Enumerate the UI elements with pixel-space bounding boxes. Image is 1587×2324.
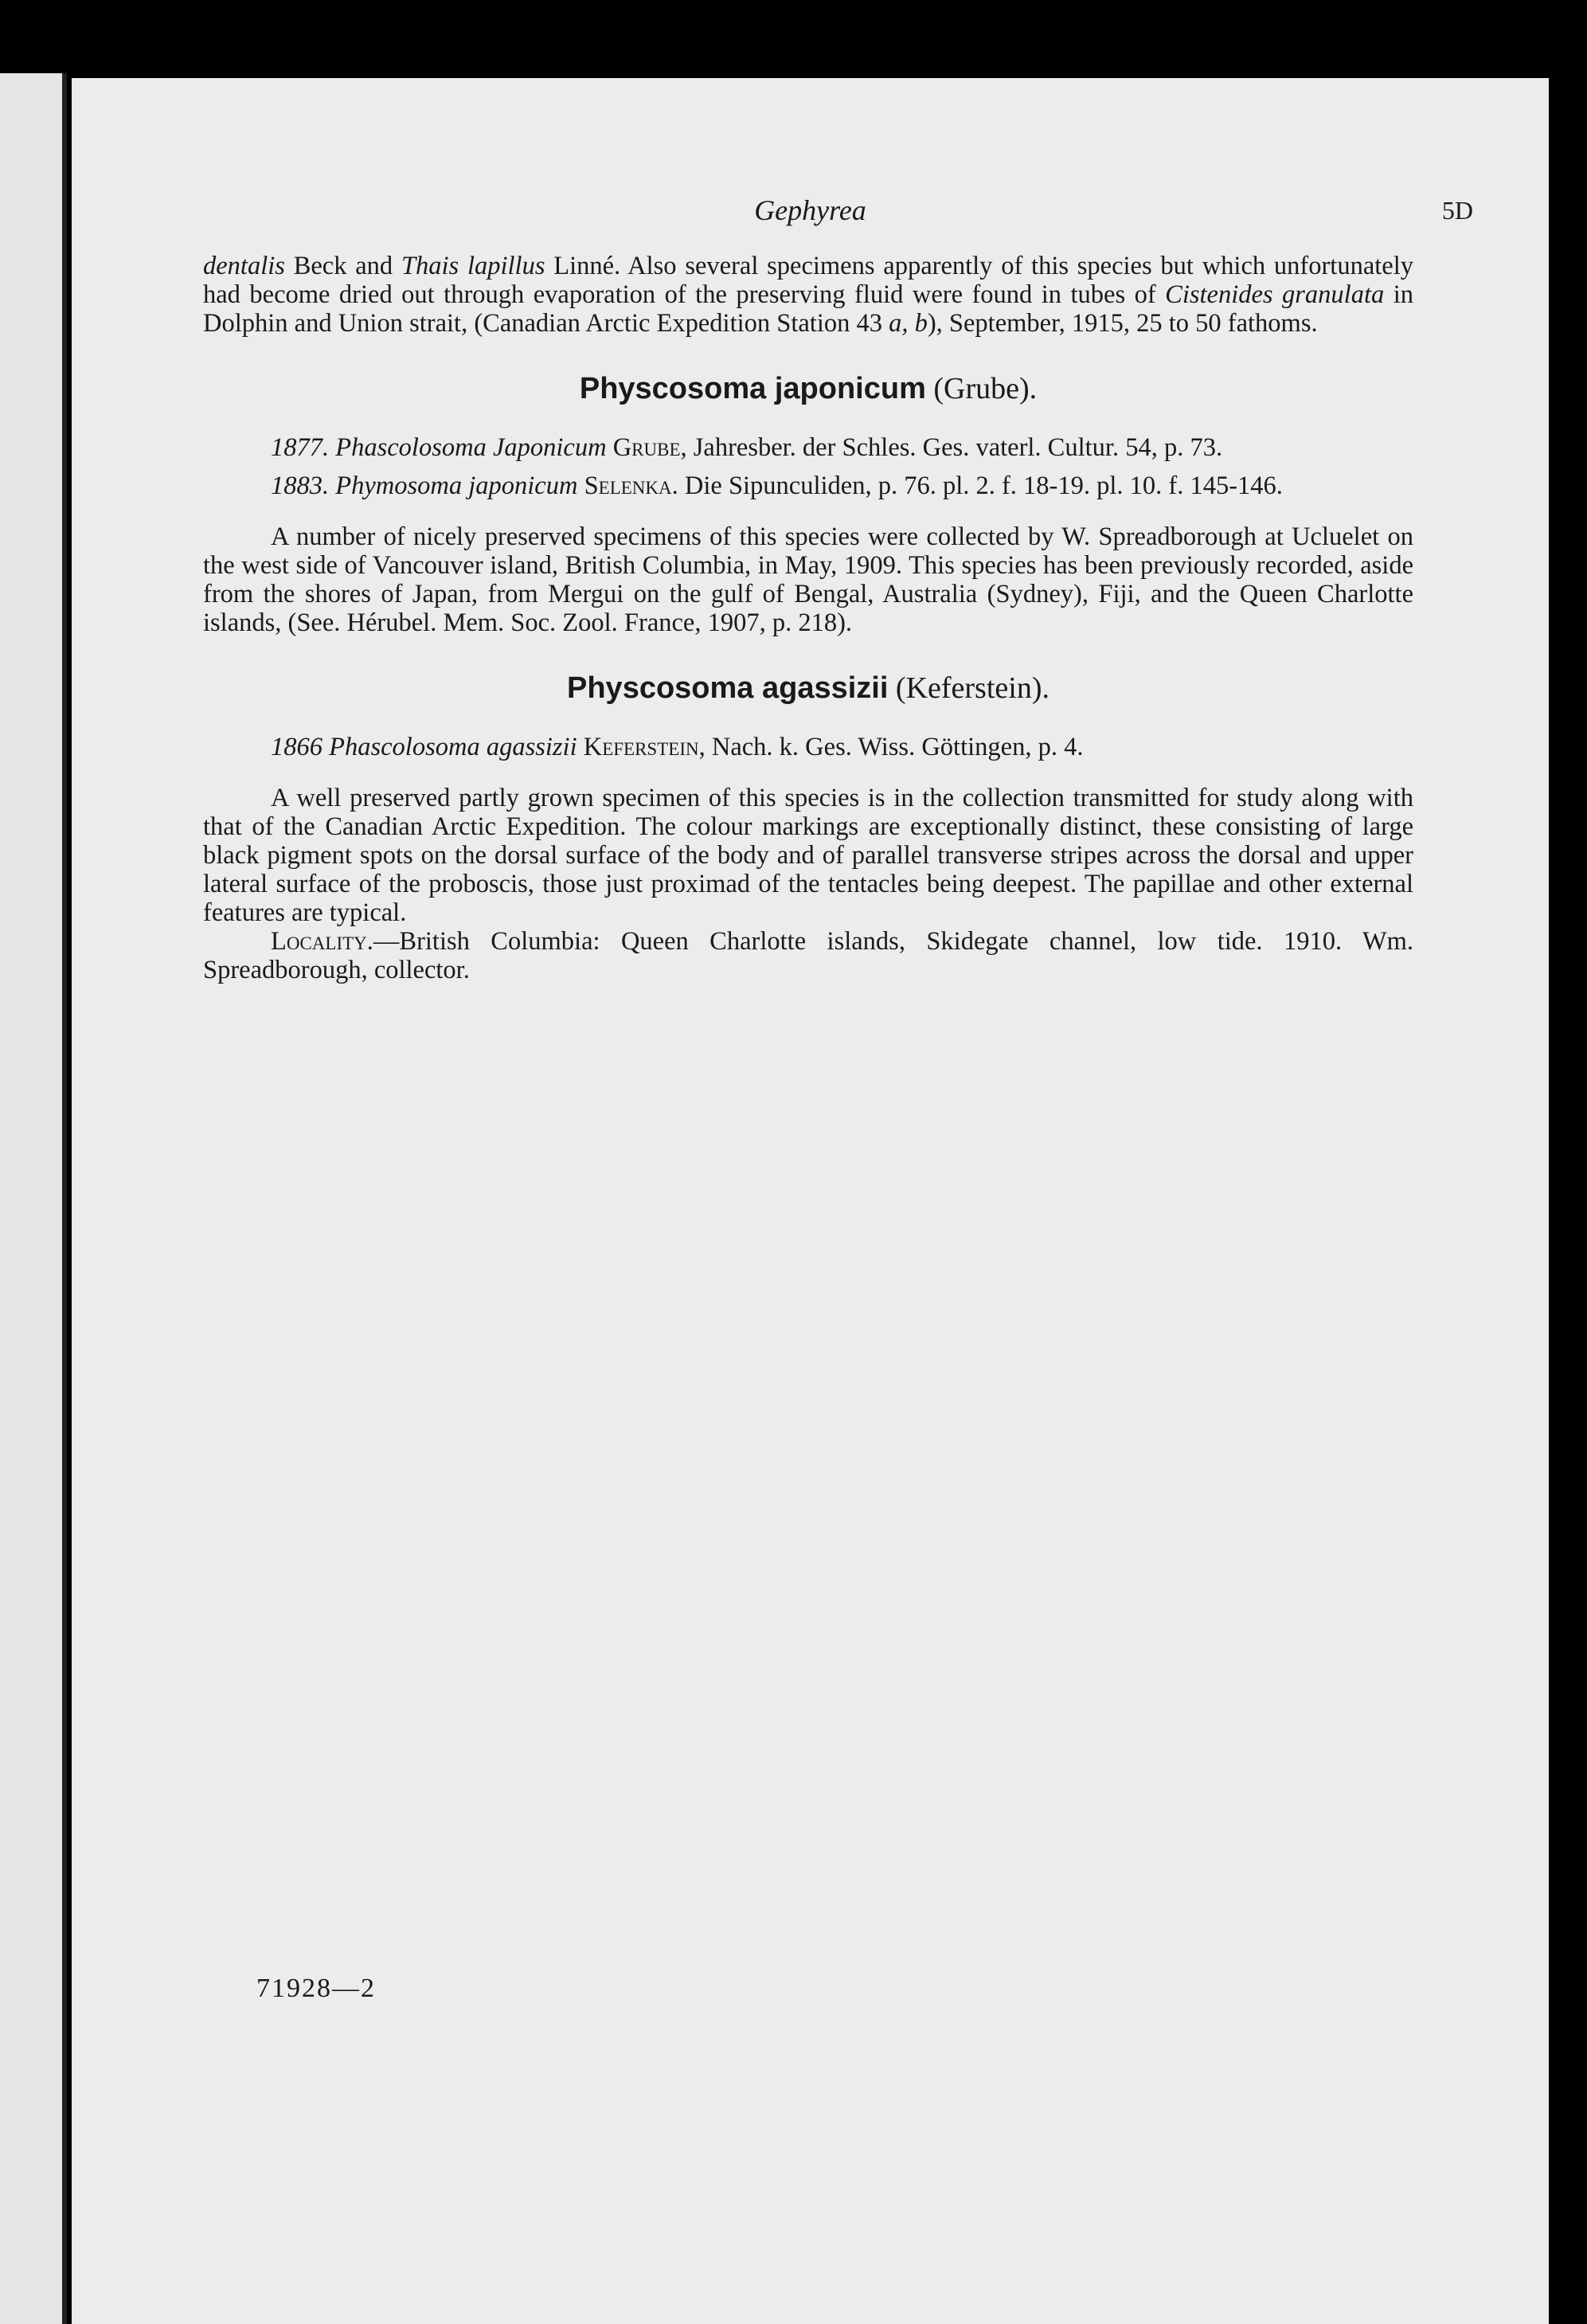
- synonym-author: Keferstein,: [577, 733, 706, 761]
- synonym-year: 1883.: [271, 471, 330, 500]
- species-author: (Keferstein).: [888, 671, 1050, 705]
- synonym-reference: Die Sipunculiden, p. 76. pl. 2. f. 18-19. pl. 10. f. 145-146.: [678, 471, 1283, 500]
- species-paragraph: A well preserved partly grown specimen of this species is in the collection transmitted for study along with that of the Canadian Arctic Expedition. The colour markings are exceptionally distinct, these consisting of large black pigment spots on the dorsal surface of the body and of parallel transverse stripes across the dorsal and upper lateral surface of the proboscis, those just proximad of the tentacles being deepest. The papillae and other external features are typical.: [203, 784, 1413, 927]
- synonym-taxon: Phymosoma japonicum: [329, 471, 578, 500]
- synonym-year: 1877.: [271, 433, 330, 462]
- synonymy-entry: [203, 433, 1413, 462]
- synonym-taxon: Phascolosoma agassizii: [322, 733, 577, 761]
- station-letters: a, b: [889, 309, 928, 338]
- species-name: Physcosoma japonicum: [579, 372, 926, 405]
- body-text: [203, 252, 1413, 984]
- species-heading: [203, 671, 1413, 705]
- locality-paragraph: [203, 927, 1413, 984]
- locality-label: Locality: [271, 927, 367, 956]
- page-number: 5D: [1441, 196, 1473, 225]
- species-paragraph: A number of nicely preserved specimens of this species were collected by W. Spreadborough at Ucluelet on the west side of Vancouver island, British Columbia, in May, 1909. This species has been previously recorded, aside from the shores of Japan, from Mergui on the gulf of Bengal, Australia (Sydney), Fiji, and the Queen Charlotte islands, (See. Hérubel. Mem. Soc. Zool. France, 1907, p. 218).: [203, 522, 1413, 637]
- synonym-reference: Nach. k. Ges. Wiss. Göttingen, p. 4.: [705, 733, 1084, 761]
- printer-stock-number: 71928—2: [256, 1974, 376, 2003]
- species-heading: [203, 374, 1413, 403]
- document-page: [72, 78, 1549, 2324]
- text-run: Beck and: [284, 252, 401, 280]
- taxon-name: dentalis: [203, 252, 285, 280]
- synonym-year: 1866: [271, 733, 322, 761]
- running-head: Gephyrea: [754, 194, 866, 226]
- locality-text: .—British Columbia: Queen Charlotte islands, Skidegate channel, low tide. 1910. Wm. Spreadborough, collector.: [203, 927, 1413, 984]
- synonym-author: Grube,: [606, 433, 687, 462]
- synonym-reference: Jahresber. der Schles. Ges. vaterl. Cultur. 54, p. 73.: [686, 433, 1223, 462]
- adjacent-page-edge: [0, 73, 67, 2324]
- taxon-name: Cistenides granulata: [1165, 280, 1385, 309]
- species-author: (Grube).: [925, 372, 1038, 405]
- synonymy-entry: [203, 471, 1413, 500]
- species-name: Physcosoma agassizii: [567, 671, 889, 705]
- intro-paragraph: [203, 252, 1413, 338]
- text-run: Linné. Also several specimens apparently of this species but which unfortunately had become dried out through evaporation of the preserving fluid were found in tubes of: [203, 252, 1413, 309]
- text-run: in Dolphin and Union strait, (Canadian Arctic Expedition Station 43: [203, 280, 1413, 338]
- synonymy-entry: [203, 733, 1413, 761]
- taxon-name: Thais lapillus: [401, 252, 545, 280]
- synonym-taxon: Phascolosoma Japonicum: [329, 433, 607, 462]
- synonym-author: Selenka.: [577, 471, 678, 500]
- text-run: ), September, 1915, 25 to 50 fathoms.: [927, 309, 1318, 338]
